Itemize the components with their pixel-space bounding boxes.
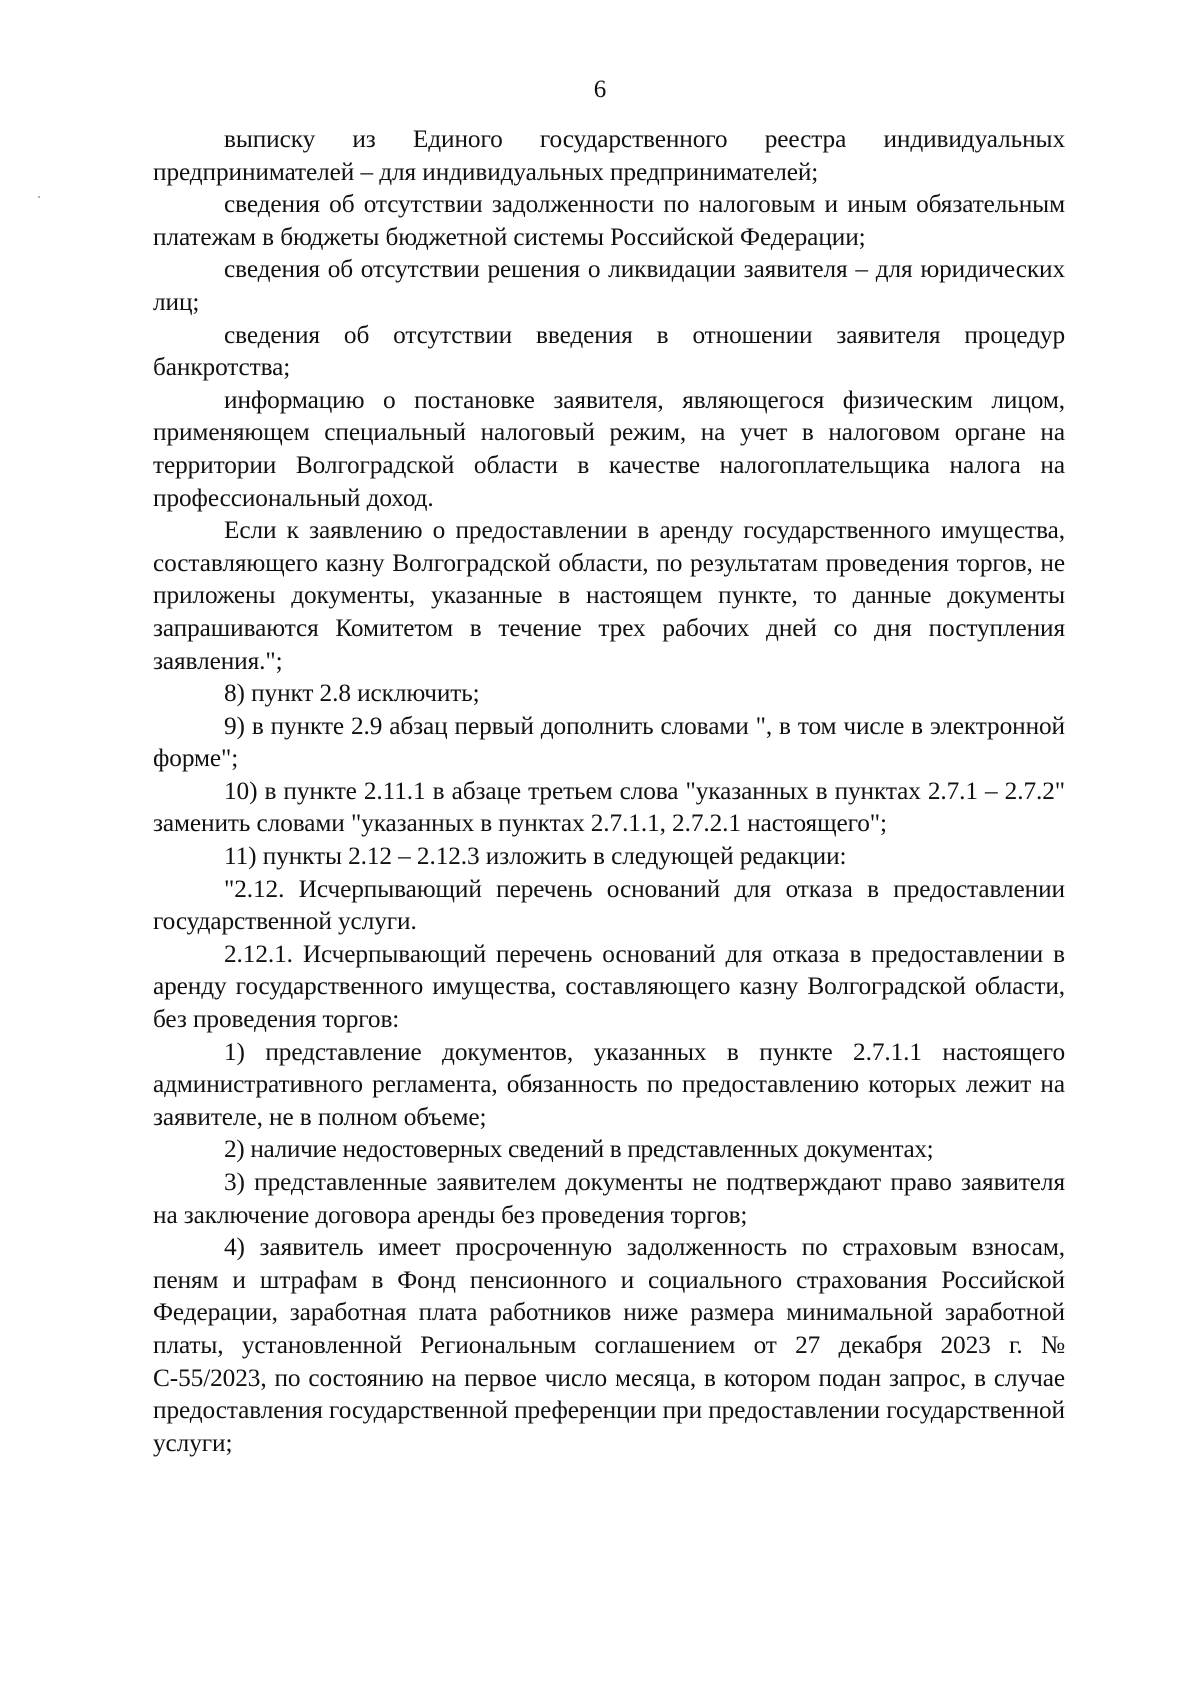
- paragraph: 10) в пункте 2.11.1 в абзаце третьем слова "указанных в пунктах 2.7.1 – 2.7.2" заменить словами "указанных в пунктах 2.7.1.1, 2.7.2.1 настоящего";: [153, 776, 1065, 838]
- paragraph: 3) представленные заявителем документы не подтверждают право заявителя на заключение договора аренды без проведения торгов;: [153, 1168, 1065, 1229]
- paragraph: сведения об отсутствии задолженности по налоговым и иным обязательным платежам в бюджеты бюджетной системы Российской Федерации;: [153, 190, 1065, 251]
- paragraph: информацию о постановке заявителя, являющегося физическим лицом, применяющем специальный налоговый режим, на учет в налоговом органе на территории Волгоградской области в качестве налогоплательщика налога на профессиональный доход.: [153, 385, 1065, 512]
- paragraph: 11) пункты 2.12 – 2.12.3 изложить в следующей редакции:: [224, 842, 847, 871]
- page-number: 6: [593, 76, 607, 103]
- paragraph: сведения об отсутствии введения в отношении заявителя процедур банкротства;: [153, 320, 1065, 382]
- paragraph: Если к заявлению о предоставлении в аренду государственного имущества, составляющего казну Волгоградской области, по результатам проведения торгов, не приложены документы, указанные в настоящем пункте, то данные документы запрашиваются Комитетом в течение трех рабочих дней со дня поступления заявления.";: [153, 516, 1065, 675]
- scan-speck: [38, 196, 40, 198]
- paragraph: 8) пункт 2.8 исключить;: [224, 679, 480, 708]
- paragraph: сведения об отсутствии решения о ликвидации заявителя – для юридических лиц;: [153, 255, 1065, 316]
- paragraph: 1) представление документов, указанных в пункте 2.7.1.1 настоящего административного регламента, обязанность по предоставлению которых лежит на заявителе, не в полном объеме;: [153, 1037, 1065, 1131]
- paragraph: 2.12.1. Исчерпывающий перечень оснований для отказа в предоставлении в аренду государственного имущества, составляющего казну Волгоградской области, без проведения торгов:: [153, 939, 1065, 1034]
- paragraph: выписку из Единого государственного реестра индивидуальных предпринимателей – для индивидуальных предпринимателей;: [153, 125, 1065, 186]
- paragraph: 4) заявитель имеет просроченную задолженность по страховым взносам, пеням и штрафам в Фонд пенсионного и социального страхования Российской Федерации, заработная плата работников ниже размера минимальной заработной платы, установленной Региональным соглашением от 27 декабря 2023 г. № С-55/2023, по состоянию на первое число месяца, в котором подан запрос, в случае предоставления государственной преференции при предоставлении государственной услуги;: [153, 1233, 1065, 1457]
- document-body: [153, 123, 1065, 1459]
- paragraph: 9) в пункте 2.9 абзац первый дополнить словами ", в том числе в электронной форме";: [153, 711, 1065, 773]
- paragraph: 2) наличие недостоверных сведений в представленных документах;: [224, 1135, 934, 1164]
- paragraph: "2.12. Исчерпывающий перечень оснований для отказа в предоставлении государственной услуги.: [153, 874, 1065, 936]
